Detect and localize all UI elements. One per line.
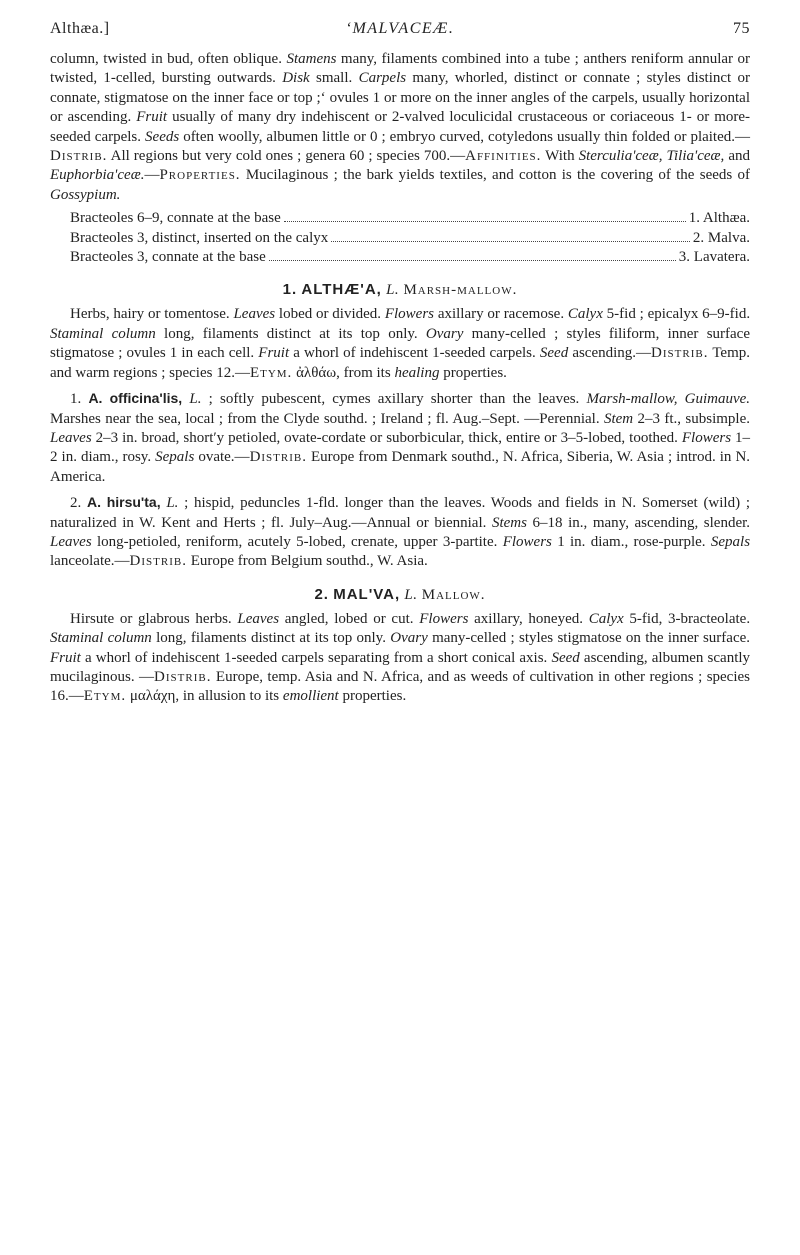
species-althaea-officinalis: 1. A. officina'lis, L. ; softly pubescent, cymes axillary shorter than the leaves. Marsh-mallow, Guimauve. Marshes near the sea, local ; from the Clyde southd. ; Ireland ; fl. Aug.–Sept. —Perennial. Stem 2–3 ft., subsimple. Leaves 2–3 in. broad, shortʹy petioled, ovate-cordate or suborbicular, thick, entire or 3–5-lobed, toothed. Flowers 1–2 in. diam., rosy. Sepals ovate.—Distrib. Europe from Denmark southd., N. Africa, Siberia, W. Asia ; introd. in N. America. <box>50 390 751 485</box>
page <box>50 20 750 707</box>
genus-key <box>50 209 750 267</box>
page-number: 75 <box>733 20 750 37</box>
genus-description-malva: Hirsute or glabrous herbs. Leaves angled, lobed or cut. Flowers axillary, honeyed. Calyx 5-fid, 3-bracteolate. Staminal column long, filaments distinct at its top only. Ovary many-celled ; styles stigmatose on the inner surface. Fruit a whorl of indehiscent 1-seeded carpels separating from a short conical axis. Seed ascending, albumen scantly mucilaginous. —Distrib. Europe, temp. Asia and N. Africa, and as weeds of cultivation in other regions ; species 16.—Etym. μαλάχη, in allusion to its emollient properties. <box>50 610 751 705</box>
genus-heading-althaea: 1. ALTHÆ'A, L. Marsh-mallow. <box>282 281 518 299</box>
key-row: Bracteoles 3, connate at the base 3. Lavatera. <box>70 249 750 266</box>
species-althaea-hirsuta: 2. A. hirsu'ta, L. ; hispid, peduncles 1-fld. longer than the leaves. Woods and fields in N. Somerset (wild) ; naturalized in W. Kent and Herts ; fl. July–Aug.—Annual or biennial. Stems 6–18 in., many, ascending, slender. Leaves long-petioled, reniform, acutely 5-lobed, crenate, upper 3-partite. Flowers 1 in. diam., rose-purple. Sepals lanceolate.—Distrib. Europe from Belgium southd., W. Asia. <box>50 494 751 570</box>
running-head-title: ʻMALVACEÆ. <box>345 20 455 37</box>
family-description-continued: column, twisted in bud, often oblique. Stamens many, filaments combined into a tube ; anthers reniform annular or twisted, 1-celled, bursting outwards. Disk small. Carpels many, whorled, distinct or connate ; styles distinct or connate, stigmatose on the inner face or top ;ʻ ovules 1 or more on the inner angles of the carpels, usually horizontal or ascending. Fruit usually of many dry indehiscent or 2-valved loculicidal crustaceous or coriaceous 1- or more-seeded carpels. Seeds often woolly, albumen little or 0 ; embryo curved, cotyledons usually thin folded or plaited.—Distrib. All regions but very cold ones ; genera 60 ; species 700.—Affinities. With Sterculia'ceæ, Tilia'ceæ, and Euphorbia'ceæ.—Properties. Mucilaginous ; the bark yields textiles, and cotton is the covering of the seeds of Gossypium. <box>50 51 751 203</box>
running-head-left: Althæa.] <box>50 20 110 37</box>
genus-description-althaea: Herbs, hairy or tomentose. Leaves lobed or divided. Flowers axillary or racemose. Calyx 5-fid ; epicalyx 6–9-fid. Staminal column long, filaments distinct at its top only. Ovary many-celled ; styles filiform, inner surface stigmatose ; ovules 1 in each cell. Fruit a whorl of indehiscent 1-seeded carpels. Seed ascending.—Distrib. Temp. and warm regions ; species 12.—Etym. ἀλθάω, from its healing properties. <box>50 306 751 381</box>
running-head <box>50 20 750 50</box>
genus-heading-malva: 2. MAL'VA, L. Mallow. <box>314 585 486 603</box>
key-row: Bracteoles 6–9, connate at the base 1. Althæa. <box>70 210 750 227</box>
key-row: Bracteoles 3, distinct, inserted on the calyx 2. Malva. <box>70 229 750 246</box>
